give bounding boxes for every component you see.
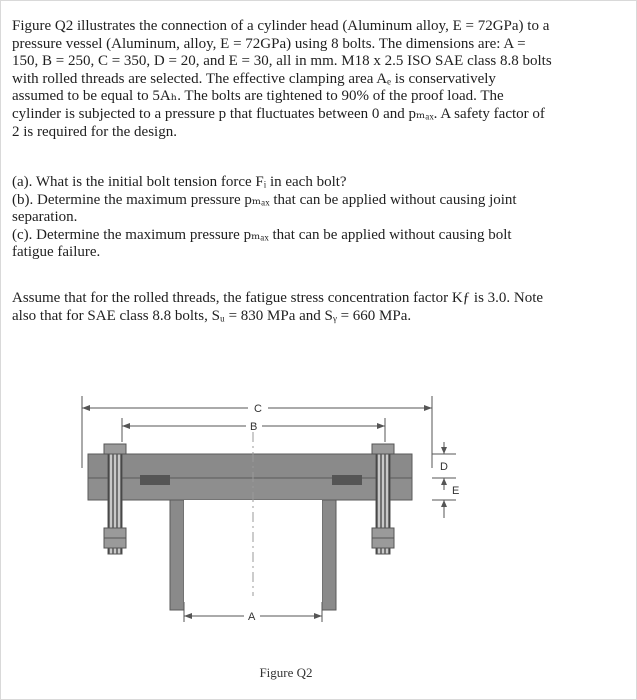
label-b: B xyxy=(250,421,258,433)
label-c: C xyxy=(254,403,262,415)
problem-line: assumed to be equal to 5Aₕ. The bolts are tightened to 90% of the proof load. The xyxy=(12,88,504,105)
vessel-wall-left xyxy=(170,500,184,610)
question-b: (b). Determine the maximum pressure pₘₐₓ that can be applied without causing joint xyxy=(12,191,517,208)
question-c: (c). Determine the maximum pressure pₘₐₓ that can be applied without causing bolt xyxy=(12,226,512,243)
question-list xyxy=(12,174,624,262)
assume-line: Assume that for the rolled threads, the fatigue stress concentration factor Kƒ is 3.0. Note xyxy=(12,290,544,306)
problem-line: pressure vessel (Aluminum, alloy, E = 72GPa) using 8 bolts. The dimensions are: A = xyxy=(12,35,526,52)
problem-line: Figure Q2 illustrates the connection of a cylinder head (Aluminum alloy, E = 72GPa) to a xyxy=(12,18,550,34)
figure-caption: Figure Q2 xyxy=(259,665,313,680)
vessel-flange xyxy=(88,478,412,500)
assume-line: also that for SAE class 8.8 bolts, Sᵤ = 830 MPa and Sᵧ = 660 MPa. xyxy=(12,307,412,324)
problem-line: with rolled threads are selected. The effective clamping area Aₑ is conservatively xyxy=(12,70,496,87)
problem-line: cylinder is subjected to a pressure p that fluctuates between 0 and pₘₐₓ. A safety factor of xyxy=(12,105,545,122)
figure-q2-diagram xyxy=(60,396,500,686)
dimension-d-e xyxy=(432,442,459,518)
vessel-wall-right xyxy=(322,500,336,610)
question-c-cont: fatigue failure. xyxy=(12,244,101,261)
label-a: A xyxy=(248,611,256,623)
seal-left xyxy=(140,475,170,485)
seal-right xyxy=(332,475,362,485)
problem-line: 150, B = 250, C = 350, D = 20, and E = 30, all in mm. M18 x 2.5 ISO SAE class 8.8 bolts xyxy=(12,53,552,70)
cylinder-head-plate xyxy=(88,454,412,478)
problem-line: 2 is required for the design. xyxy=(12,123,177,140)
label-e: E xyxy=(452,485,460,497)
assumption-note xyxy=(12,290,624,325)
question-b-cont: separation. xyxy=(12,209,78,226)
label-d: D xyxy=(440,461,448,473)
question-a: (a). What is the initial bolt tension force Fᵢ in each bolt? xyxy=(12,174,347,190)
problem-statement xyxy=(12,18,624,141)
